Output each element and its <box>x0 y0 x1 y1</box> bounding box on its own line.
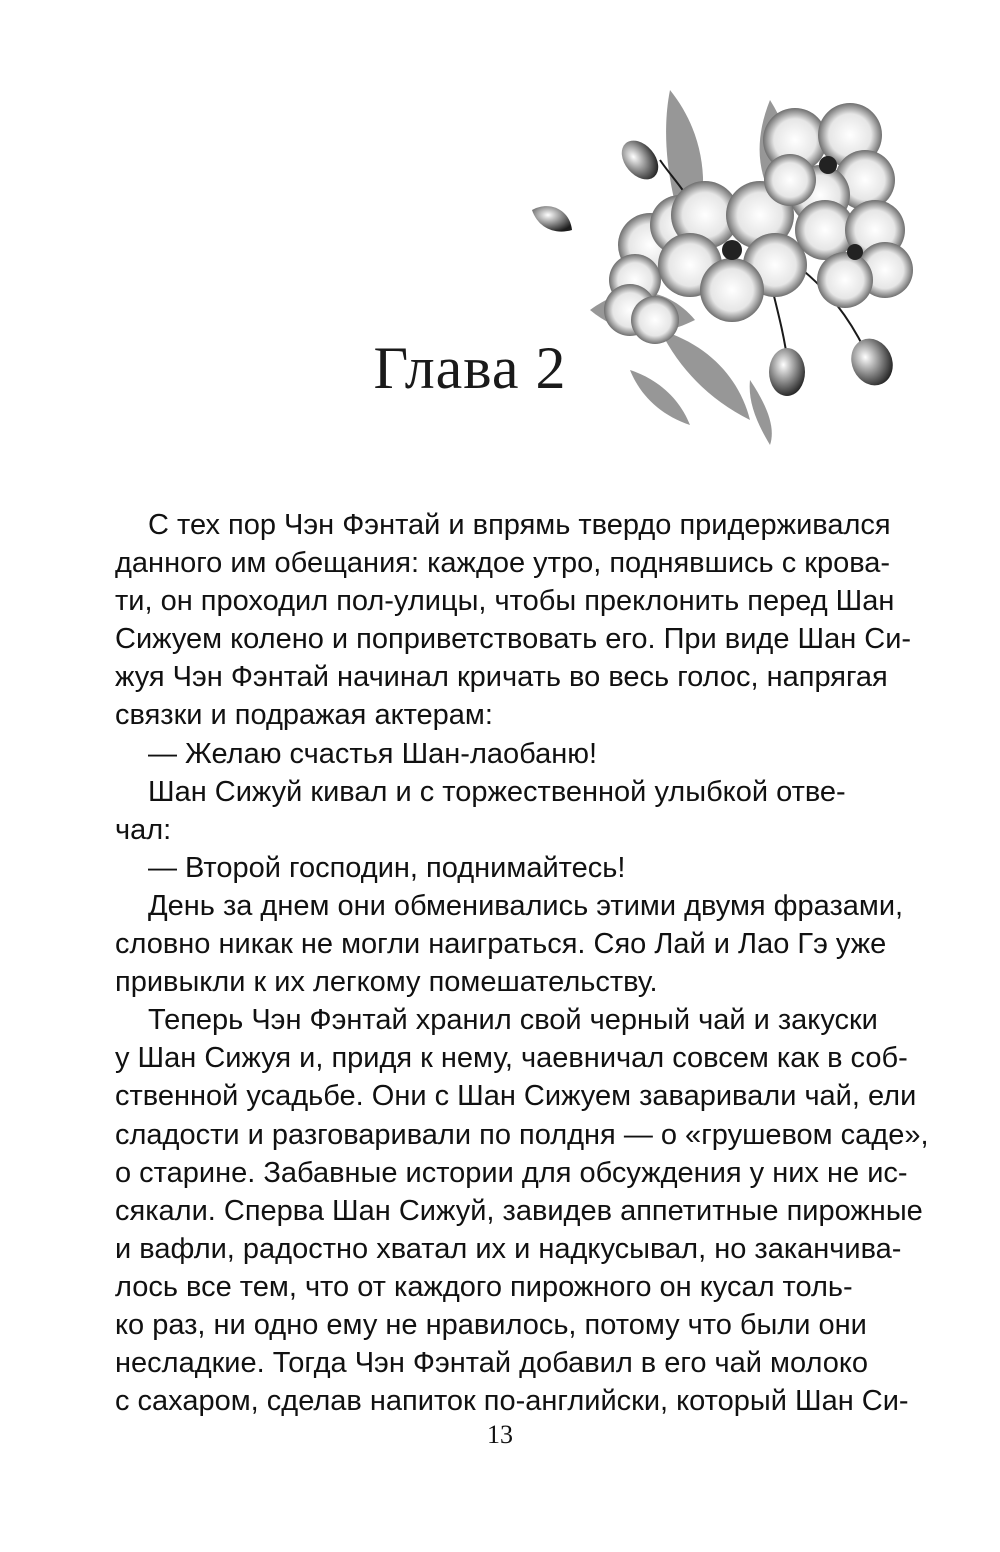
body-line: чал: <box>115 813 172 846</box>
body-line: ственной усадьбе. Они с Шан Сижуем заваривали чай, ели <box>115 1080 917 1113</box>
body-line: сякали. Сперва Шан Сижуй, завидев аппетитные пирожные <box>115 1194 923 1227</box>
body-line: День за днем они обменивались этими двумя фразами, <box>148 889 904 922</box>
body-line: Теперь Чэн Фэнтай хранил свой черный чай и закуски <box>148 1004 878 1037</box>
body-text <box>115 506 929 1420</box>
body-line: жуя Чэн Фэнтай начинал кричать во весь голос, напрягая <box>115 661 888 694</box>
petal-fragment <box>532 206 572 231</box>
body-line: о старине. Забавные истории для обсуждения у них не ис- <box>115 1156 908 1189</box>
body-line: несладкие. Тогда Чэн Фэнтай добавил в его чай молоко <box>115 1347 868 1380</box>
body-line: Сижуем колено и поприветствовать его. При виде Шан Си- <box>115 623 912 656</box>
body-line: С тех пор Чэн Фэнтай и впрямь твердо придерживался <box>148 509 891 541</box>
body-line: лось все тем, что от каждого пирожного он кусал толь- <box>115 1270 853 1303</box>
blossom-right <box>795 200 913 308</box>
body-line: связки и подражая актерам: <box>115 699 493 732</box>
body-line: — Второй господин, поднимайтесь! <box>148 851 626 884</box>
body-line: ти, он проходил пол-улицы, чтобы преклонить перед Шан <box>115 585 895 618</box>
body-line: у Шан Сижуя и, придя к нему, чаевничал совсем как в соб- <box>115 1042 908 1075</box>
body-line: привыкли к их легкому помешательству. <box>115 966 658 999</box>
body-line: сладости и разговаривали по полдня — о «грушевом саде», <box>115 1118 929 1151</box>
body-line: данного им обещания: каждое утро, поднявшись с крова- <box>115 547 891 580</box>
body-line: с сахаром, сделав напиток по-английски, который Шан Си- <box>115 1385 909 1418</box>
body-line: — Желаю счастья Шан-лаобаню! <box>148 737 598 770</box>
body-line: ко раз, ни одно ему не нравилось, потому что были они <box>115 1308 867 1341</box>
chapter-title: Глава 2 <box>373 335 567 401</box>
body-line: и вафли, радостно хватал их и надкусывал, но заканчива- <box>115 1232 902 1265</box>
body-line: Шан Сижуй кивал и с торжественной улыбкой отве- <box>148 775 846 808</box>
page-number: 13 <box>487 1420 513 1449</box>
body-line: словно никак не могли наиграться. Сяо Лай и Лао Гэ уже <box>115 928 887 961</box>
